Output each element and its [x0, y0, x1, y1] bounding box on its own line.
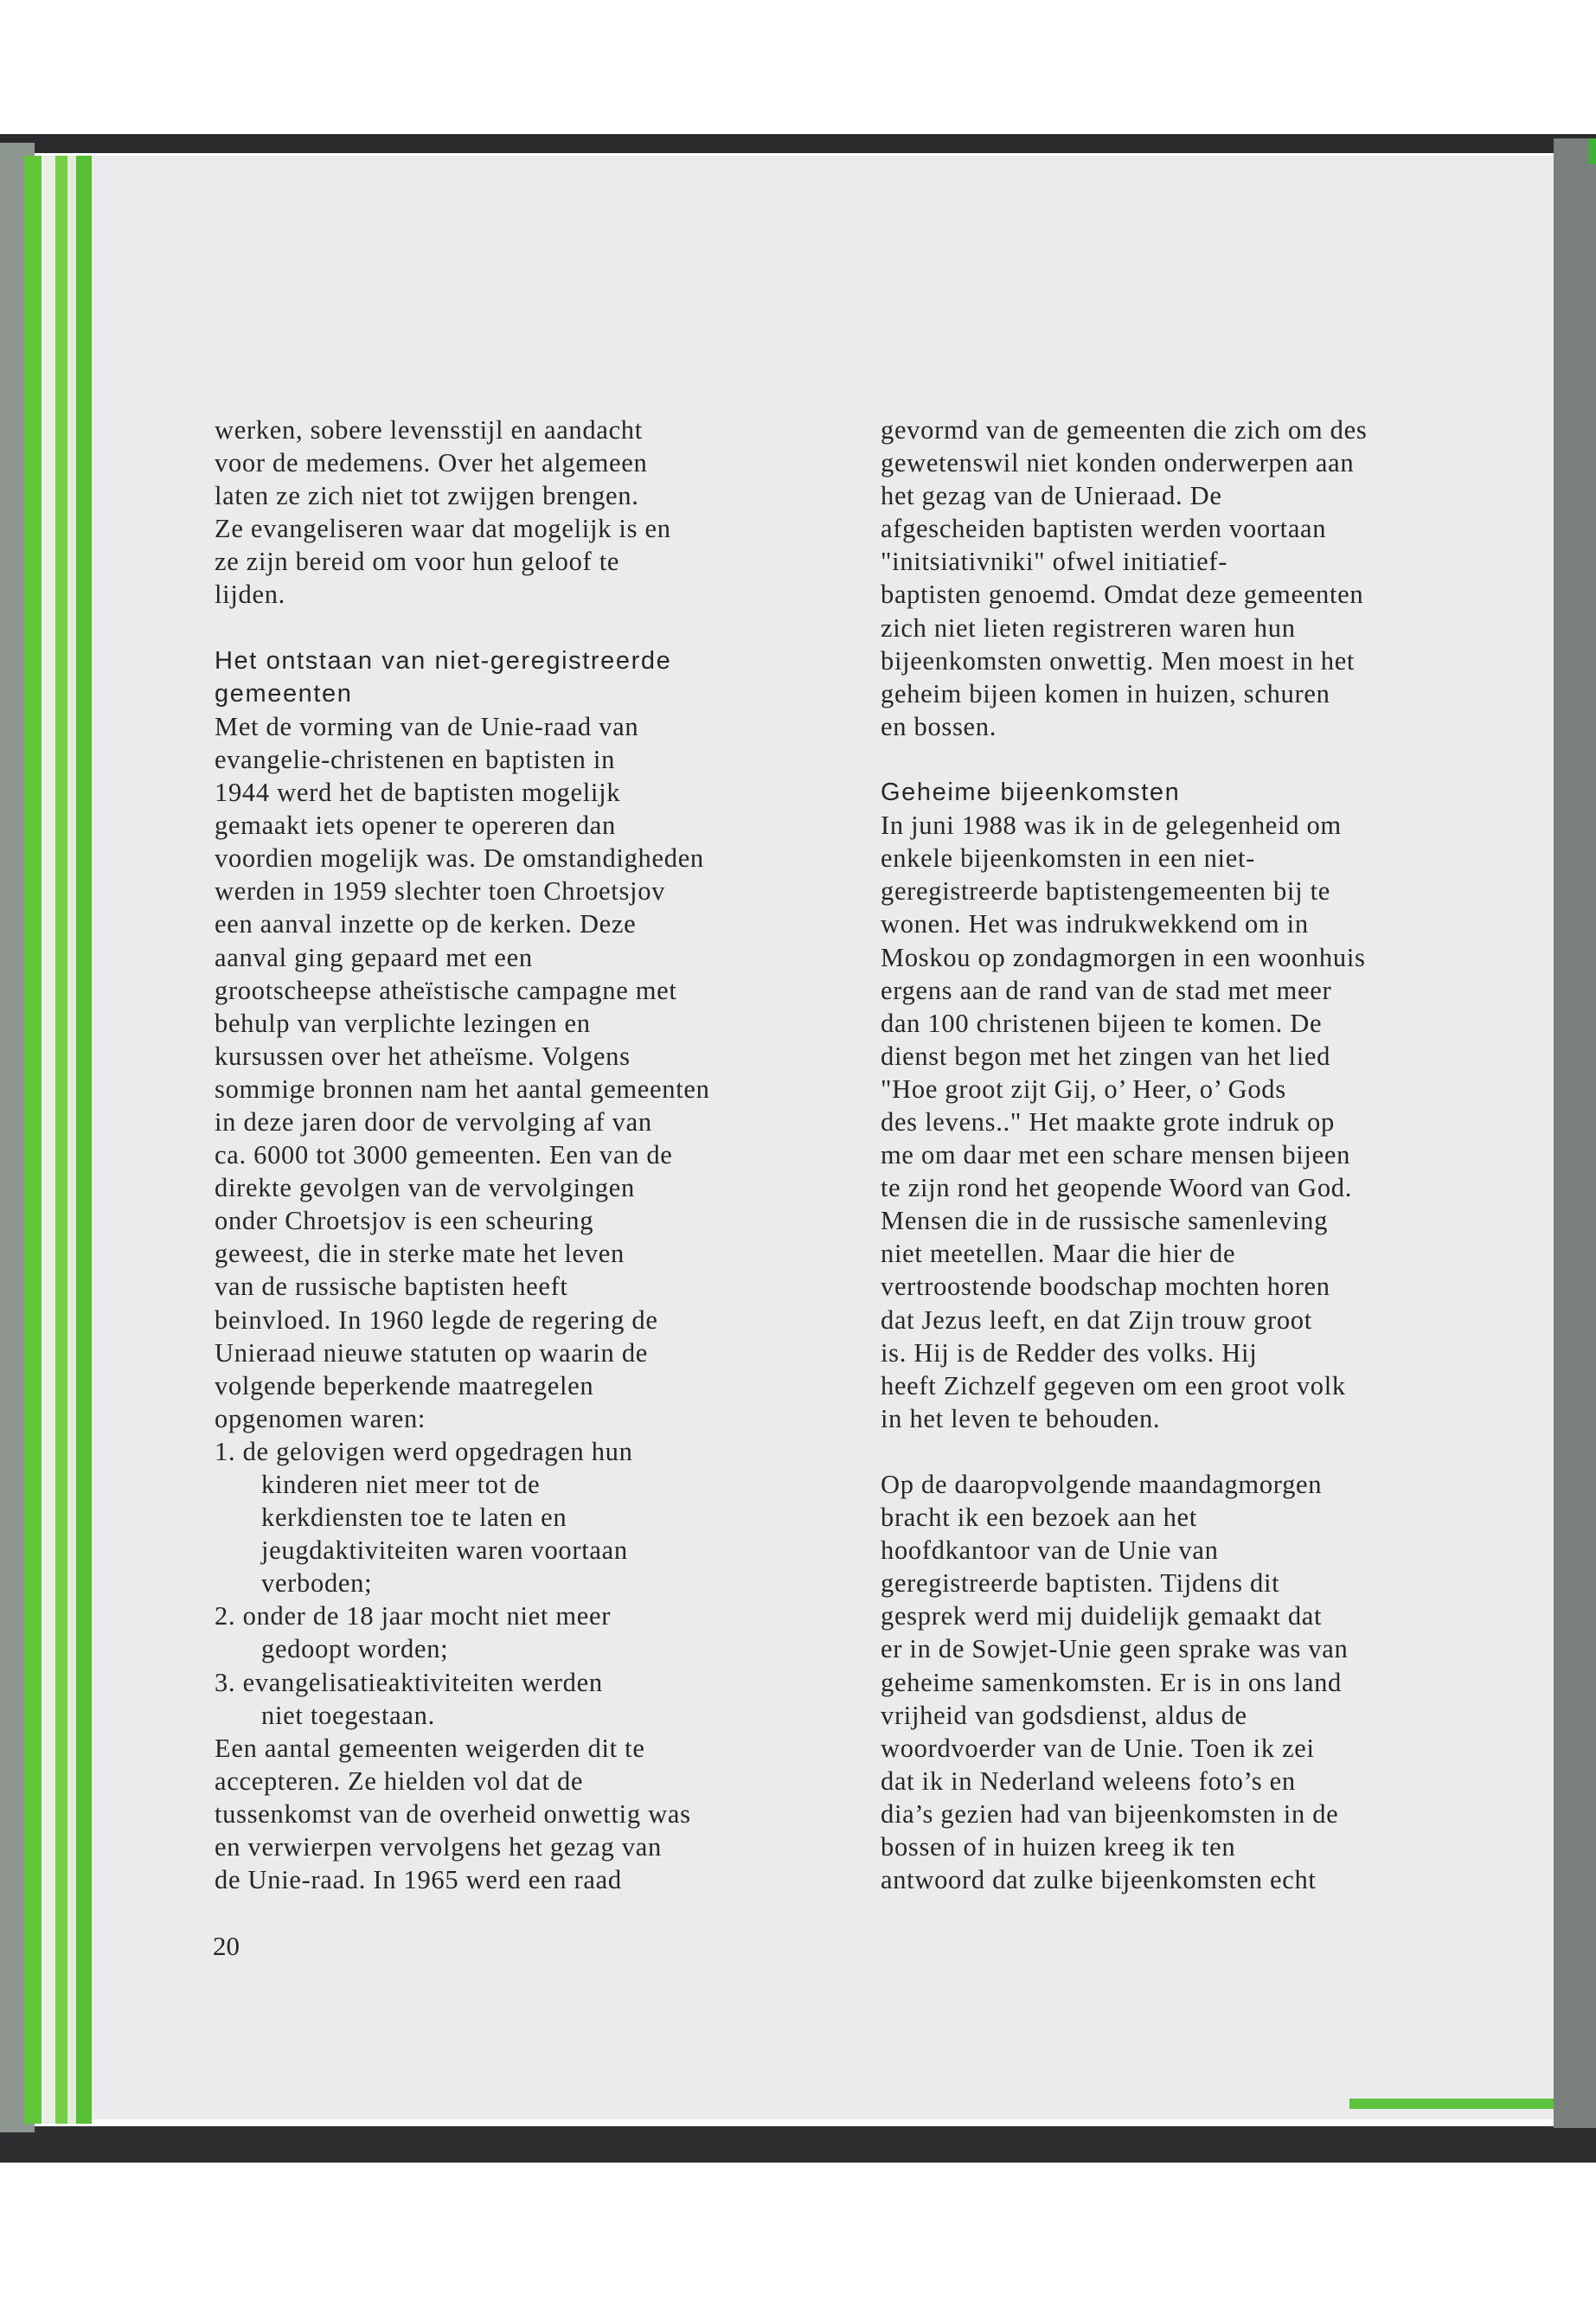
- text-line: een aanval inzette op de kerken. Deze: [215, 909, 637, 939]
- text-line: gedoopt worden;: [261, 1634, 449, 1664]
- text-line: woordvoerder van de Unie. Toen ik zei: [881, 1733, 1315, 1763]
- text-line: niet meetellen. Maar die hier de: [881, 1239, 1236, 1269]
- page-number: 20: [213, 1931, 240, 1961]
- text-line: bijeenkomsten onwettig. Men moest in het: [881, 645, 1356, 676]
- text-line: Met de vorming van de Unie-raad van: [215, 711, 639, 741]
- text-line: "Hoe groot zijt Gij, o’ Heer, o’ Gods: [881, 1074, 1286, 1104]
- section-heading-line: Het ontstaan van niet-geregistreerde: [215, 646, 672, 675]
- section-heading-line: Geheime bijeenkomsten: [881, 779, 1181, 807]
- text-line: lijden.: [215, 580, 285, 610]
- text-line: voor de medemens. Over het algemeen: [215, 448, 648, 478]
- text-line: van de russische baptisten heeft: [215, 1272, 568, 1302]
- text-line: dat ik in Nederland weleens foto’s en: [881, 1766, 1296, 1796]
- text-line: en bossen.: [881, 711, 997, 741]
- text-line: dan 100 christenen bijeen te komen. De: [881, 1008, 1323, 1038]
- text-line: vertroostende boodschap mochten horen: [881, 1272, 1330, 1302]
- text-line: zich niet lieten registreren waren hun: [881, 612, 1296, 643]
- section-heading-line: gemeenten: [215, 679, 353, 708]
- text-line: me om daar met een schare mensen bijeen: [881, 1140, 1351, 1170]
- text-line: onder Chroetsjov is een scheuring: [215, 1206, 594, 1236]
- green-page-edge: [76, 156, 92, 2124]
- text-line: Moskou op zondagmorgen in een woonhuis: [881, 942, 1366, 972]
- text-line: wonen. Het was indrukwekkend om in: [881, 909, 1309, 939]
- text-line: er in de Sowjet-Unie geen sprake was van: [881, 1634, 1349, 1664]
- text-line: grootscheepse atheïstische campagne met: [215, 975, 677, 1005]
- text-line: enkele bijeenkomsten in een niet-: [881, 843, 1256, 874]
- text-line: accepteren. Ze hielden vol dat de: [215, 1766, 584, 1796]
- text-line: 1944 werd het de baptisten mogelijk: [215, 778, 621, 808]
- text-line: het gezag van de Unieraad. De: [881, 481, 1222, 511]
- text-line: aanval ging gepaard met een: [215, 942, 533, 972]
- paragraph-gap: [881, 743, 1516, 776]
- text-line: gewetenswil niet konden onderwerpen aan: [881, 448, 1355, 478]
- text-line: ze zijn bereid om voor hun geloof te: [215, 547, 620, 577]
- text-line: laten ze zich niet tot zwijgen brengen.: [215, 481, 639, 511]
- text-line: werden in 1959 slechter toen Chroetsjov: [215, 876, 666, 907]
- text-line: beinvloed. In 1960 legde de regering de: [215, 1304, 658, 1335]
- text-line: antwoord dat zulke bijeenkomsten echt: [881, 1865, 1317, 1895]
- text-line: Mensen die in de russische samenleving: [881, 1206, 1329, 1236]
- green-cover-corner: [1588, 138, 1596, 164]
- text-line: bracht ik een bezoek aan het: [881, 1503, 1197, 1533]
- text-line: baptisten genoemd. Omdat deze gemeenten: [881, 580, 1364, 610]
- text-line: niet toegestaan.: [261, 1700, 435, 1730]
- text-line: vrijheid van godsdienst, aldus de: [881, 1700, 1247, 1730]
- text-line: 3. evangelisatieaktiviteiten werden: [215, 1667, 603, 1697]
- text-line: Unieraad nieuwe statuten op waarin de: [215, 1337, 649, 1368]
- bottom-shadow-band: [0, 2126, 1596, 2163]
- text-line: in deze jaren door de vervolging af van: [215, 1106, 652, 1137]
- text-line: werken, sobere levensstijl en aandacht: [215, 415, 643, 445]
- green-page-edge: [55, 156, 67, 2124]
- text-line: "initsiativniki" ofwel initiatief-: [881, 547, 1228, 577]
- text-line: direkte gevolgen van de vervolgingen: [215, 1173, 635, 1203]
- book-cover-board: [1554, 138, 1596, 2128]
- text-line: dat Jezus leeft, en dat Zijn trouw groot: [881, 1304, 1312, 1335]
- text-line: dia’s gezien had van bijeenkomsten in de: [881, 1798, 1339, 1829]
- text-line: volgende beperkende maatregelen: [215, 1370, 594, 1400]
- text-line: ca. 6000 tot 3000 gemeenten. Een van de: [215, 1140, 673, 1170]
- text-line: kinderen niet meer tot de: [261, 1470, 541, 1499]
- text-line: Ze evangeliseren waar dat mogelijk is en: [215, 514, 671, 544]
- text-line: 2. onder de 18 jaar mocht niet meer: [215, 1601, 612, 1631]
- text-line: kursussen over het atheïsme. Volgens: [215, 1041, 631, 1071]
- text-line: sommige bronnen nam het aantal gemeenten: [215, 1074, 710, 1104]
- text-line: des levens.." Het maakte grote indruk op: [881, 1106, 1335, 1137]
- text-line: gesprek werd mij duidelijk gemaakt dat: [881, 1601, 1323, 1631]
- text-line: te zijn rond het geopende Woord van God.: [881, 1173, 1353, 1203]
- text-line: kerkdiensten toe te laten en: [261, 1503, 567, 1533]
- text-line: geheim bijeen komen in huizen, schuren: [881, 678, 1330, 708]
- text-line: is. Hij is de Redder des volks. Hij: [881, 1337, 1258, 1368]
- text-line: 1. de gelovigen werd opgedragen hun: [215, 1436, 633, 1466]
- text-line: afgescheiden baptisten werden voortaan: [881, 514, 1327, 544]
- text-line: evangelie-christenen en baptisten in: [215, 744, 616, 774]
- left-text-column: [215, 413, 837, 1896]
- paragraph-gap: [215, 612, 837, 644]
- text-line: de Unie-raad. In 1965 werd een raad: [215, 1865, 622, 1895]
- text-line: geregistreerde baptistengemeenten bij te: [881, 876, 1331, 907]
- text-line: In juni 1988 was ik in de gelegenheid om: [881, 811, 1342, 841]
- text-line: Op de daaropvolgende maandagmorgen: [881, 1470, 1323, 1499]
- paragraph-gap: [881, 1435, 1516, 1468]
- text-line: in het leven te behouden.: [881, 1403, 1161, 1433]
- text-line: jeugdaktiviteiten waren voortaan: [261, 1535, 628, 1566]
- text-line: opgenomen waren:: [215, 1403, 426, 1433]
- right-text-column: [881, 413, 1516, 1896]
- text-line: gemaakt iets opener te opereren dan: [215, 811, 616, 841]
- text-line: hoofdkantoor van de Unie van: [881, 1535, 1219, 1566]
- text-line: behulp van verplichte lezingen en: [215, 1008, 591, 1038]
- green-page-edge-bottom: [1349, 2099, 1554, 2109]
- text-line: geheime samenkomsten. Er is in ons land: [881, 1667, 1342, 1697]
- text-line: voordien mogelijk was. De omstandigheden: [215, 843, 704, 874]
- text-line: gevormd van de gemeenten die zich om des: [881, 415, 1368, 445]
- green-page-edge: [24, 156, 42, 2124]
- text-line: heeft Zichzelf gegeven om een groot volk: [881, 1370, 1346, 1400]
- text-line: verboden;: [261, 1568, 373, 1599]
- text-line: dienst begon met het zingen van het lied: [881, 1041, 1331, 1071]
- text-line: en verwierpen vervolgens het gezag van: [215, 1832, 662, 1862]
- text-line: bossen of in huizen kreeg ik ten: [881, 1832, 1236, 1862]
- text-line: Een aantal gemeenten weigerden dit te: [215, 1733, 645, 1763]
- top-shadow-band: [0, 134, 1596, 153]
- text-line: geregistreerde baptisten. Tijdens dit: [881, 1568, 1280, 1599]
- text-line: tussenkomst van de overheid onwettig was: [215, 1798, 691, 1829]
- text-line: ergens aan de rand van de stad met meer: [881, 975, 1332, 1005]
- text-line: geweest, die in sterke mate het leven: [215, 1239, 625, 1269]
